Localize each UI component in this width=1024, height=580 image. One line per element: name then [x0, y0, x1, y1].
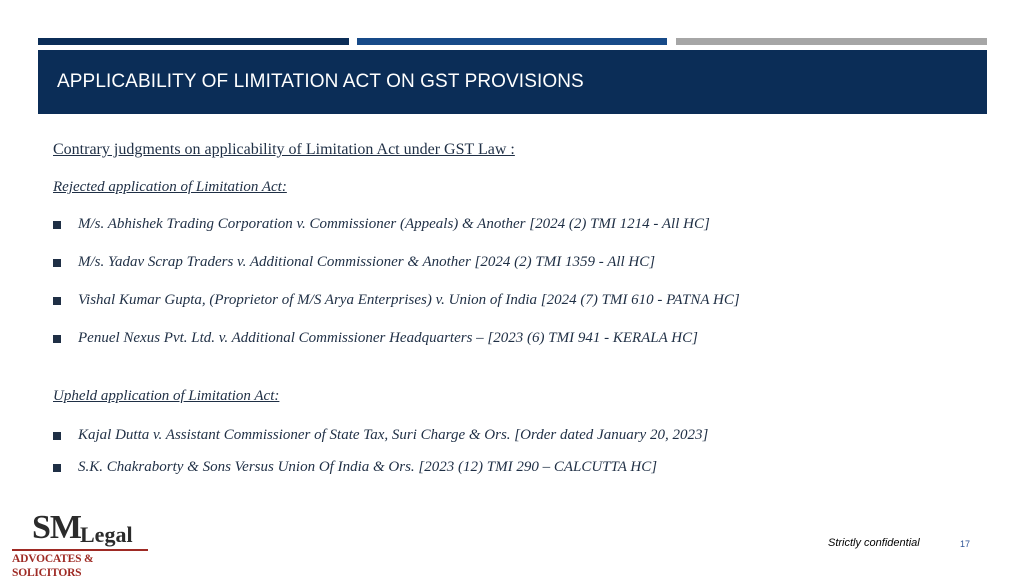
- rejected-label: Rejected application of Limitation Act:: [53, 179, 287, 195]
- logo-divider: [12, 549, 148, 551]
- square-bullet-icon: [53, 464, 61, 472]
- list-item: [53, 254, 655, 271]
- accent-bar-dark: [38, 38, 349, 45]
- case-citation: Kajal Dutta v. Assistant Commissioner of State Tax, Suri Charge & Ors. [Order dated January 20, 2023]: [78, 427, 709, 443]
- logo-sm-text: SM: [32, 509, 81, 546]
- list-item: [53, 330, 698, 347]
- list-item: [53, 292, 740, 309]
- accent-bar-grey: [676, 38, 987, 45]
- square-bullet-icon: [53, 335, 61, 343]
- top-accent-bars: [38, 38, 987, 45]
- square-bullet-icon: [53, 297, 61, 305]
- accent-bar-blue: [357, 38, 667, 45]
- case-citation: Penuel Nexus Pvt. Ltd. v. Additional Commissioner Headquarters – [2023 (6) TMI 941 - KERALA HC]: [78, 330, 698, 346]
- case-citation: M/s. Abhishek Trading Corporation v. Commissioner (Appeals) & Another [2024 (2) TMI 1214 - All HC]: [78, 216, 710, 232]
- case-citation: Vishal Kumar Gupta, (Proprietor of M/S Arya Enterprises) v. Union of India [2024 (7) TMI 610 - PATNA HC]: [78, 292, 740, 308]
- upheld-label: Upheld application of Limitation Act:: [53, 388, 280, 404]
- slide-title: APPLICABILITY OF LIMITATION ACT ON GST PROVISIONS: [57, 71, 584, 92]
- section-heading: Contrary judgments on applicability of Limitation Act under GST Law :: [53, 141, 515, 158]
- title-banner: [38, 50, 987, 114]
- case-citation: S.K. Chakraborty & Sons Versus Union Of India & Ors. [2023 (12) TMI 290 – CALCUTTA HC]: [78, 459, 658, 475]
- square-bullet-icon: [53, 221, 61, 229]
- list-item: [53, 216, 710, 233]
- list-item: [53, 427, 708, 444]
- square-bullet-icon: [53, 432, 61, 440]
- case-citation: M/s. Yadav Scrap Traders v. Additional Commissioner & Another [2024 (2) TMI 1359 - All HC]: [78, 254, 656, 270]
- confidential-note: Strictly confidential: [828, 537, 920, 549]
- page-number: 17: [960, 539, 971, 549]
- list-item: [53, 459, 657, 476]
- logo-legal-text: Legal: [80, 522, 133, 547]
- firm-logo: [12, 508, 152, 579]
- square-bullet-icon: [53, 259, 61, 267]
- logo-tagline: ADVOCATES & SOLICITORS: [12, 553, 94, 579]
